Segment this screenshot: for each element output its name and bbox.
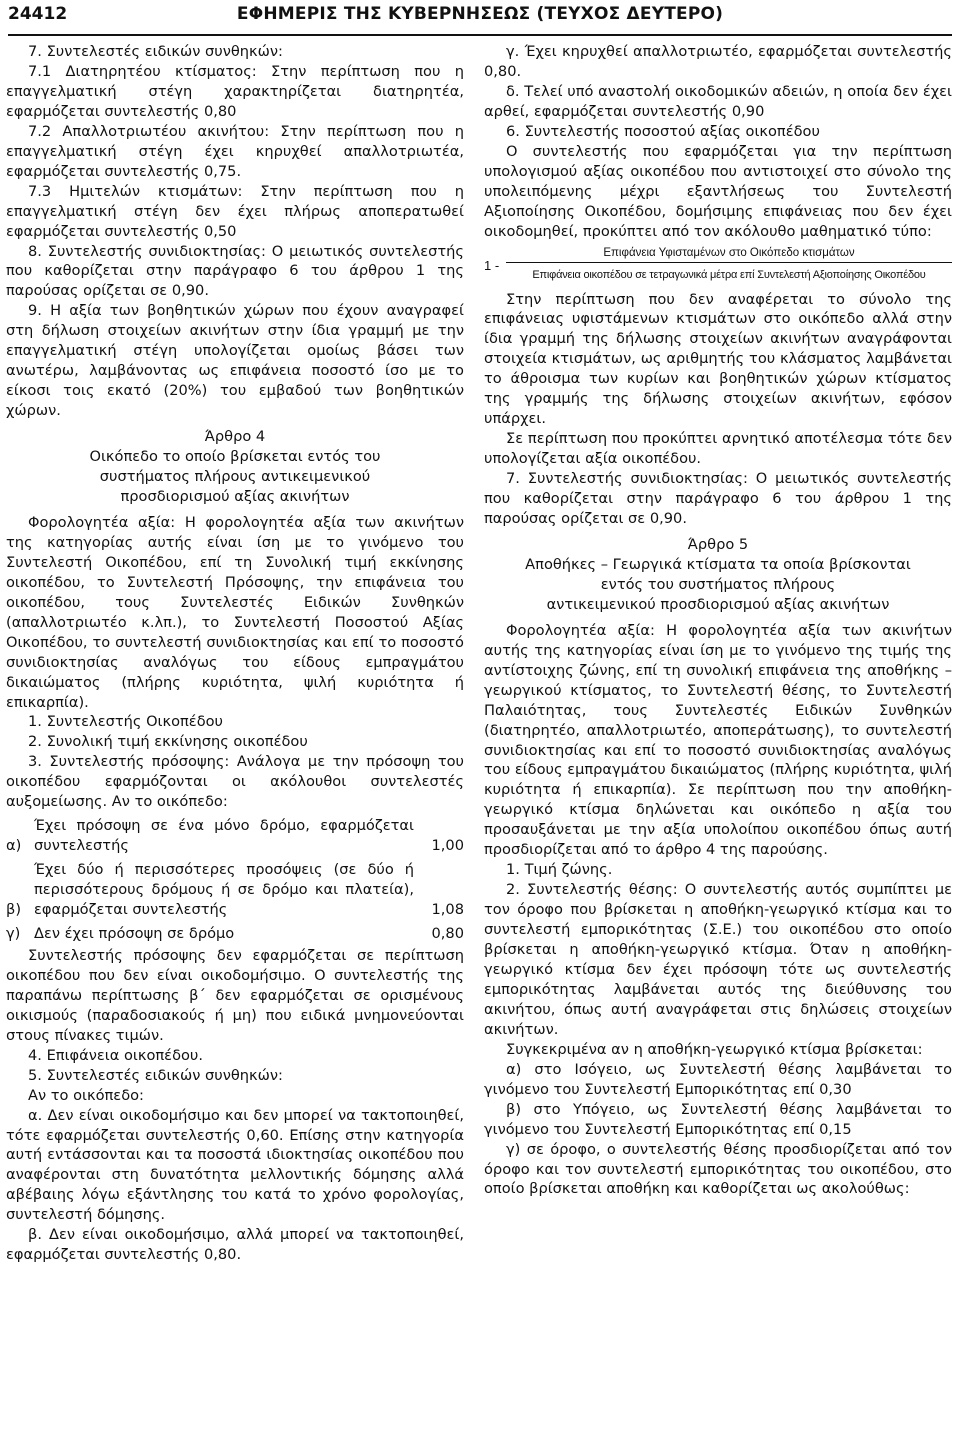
paragraph: 7.3 Ημιτελών κτισμάτων: Στην περίπτωση που η επαγγελματική στέγη δεν έχει πλήρως αποπερατωθεί εφαρμόζεται συντελεστής 0,50	[6, 182, 464, 240]
right-column	[484, 42, 952, 1199]
paragraph: β. Δεν είναι οικοδομήσιμο, αλλά μπορεί να τακτοποιηθεί, εφαρμόζεται συντελεστής 0,80.	[6, 1226, 464, 1264]
fraction-bar	[506, 262, 952, 263]
paragraph: 2. Συνολική τιμή εκκίνησης οικοπέδου	[28, 733, 308, 751]
paragraph: 7.2 Απαλλοτριωτέου ακινήτου: Στην περίπτωση που η επαγγελματική στέγη έχει κηρυχθεί απαλλοτριωτέα, εφαρμόζεται συντελεστής 0,75.	[6, 122, 464, 180]
page-number: 24412	[8, 4, 68, 24]
paragraph: 1. Τιμή ζώνης.	[506, 861, 613, 879]
coefficient-value: 0,80	[431, 924, 464, 942]
coefficient-value: 1,08	[431, 901, 464, 919]
left-column	[6, 42, 464, 1265]
formula	[484, 244, 952, 288]
paragraph: γ) σε όροφο, ο συντελεστής θέσης προσδιορίζεται από τον όροφο και τον συντελεστή εμπορικότητας του οικοπέδου, στο οποίο βρίσκεται αποθήκη και καθορίζεται ως ακολούθως:	[484, 1140, 952, 1198]
paragraph: 3. Συντελεστής πρόσοψης: Ανάλογα με την πρόσοψη του οικοπέδου εφαρμόζονται οι ακόλουθοι συντελεστές αυξομείωσης. Αν το οικόπεδο:	[6, 753, 464, 811]
article-5-title: Άρθρο 5	[687, 535, 749, 553]
paragraph: α. Δεν είναι οικοδομήσιμο και δεν μπορεί να τακτοποιηθεί, τότε εφαρμόζεται συντελεστής 0,60. Επίσης στην κατηγορία αυτή εντάσσονται και τα ποσοστά ιδιοκτησίας οικοπέδου που αναφέρονται στη δυνατότητα μελλοντικής δόμησης αλλά αβέβαιης λόγω εξάντλησης του κατά το χρόνο φορολογίας, συντελεστή δόμησης.	[6, 1106, 464, 1224]
paragraph: β) στο Υπόγειο, ως Συντελεστή θέσης λαμβάνεται το γινόμενο του Συντελεστή Εμπορικότητας επί 0,15	[484, 1100, 952, 1138]
coefficient-text: Έχει δύο ή περισσότερες προσόψεις (σε δύο ή περισσότερους δρόμους ή σε δρόμο και πλατεία), εφαρμόζεται συντελεστής	[34, 861, 414, 919]
paragraph: 9. Η αξία των βοηθητικών χώρων που έχουν αναγραφεί στη δήλωση στοιχείων ακινήτων στην ίδια γραμμή με την επαγγελματική στέγη υπολογίζεται ομοίως βάσει των ανωτέρω, λαμβάνοντας ως επιφάνεια ποσοστό ίσο με το είκοσι τοις εκατό (20%) του εμβαδού των βοηθητικών χώρων.	[6, 302, 464, 420]
coefficient-value: 1,00	[431, 837, 464, 855]
paragraph: 7.1 Διατηρητέου κτίσματος: Στην περίπτωση που η επαγγελματική στέγη χαρακτηρίζεται διατηρητέα, εφαρμόζεται συντελεστής 0,80	[6, 62, 464, 120]
coefficient-label: β)	[6, 901, 22, 919]
coefficient-label: γ)	[6, 924, 21, 942]
article-4-subject: προσδιορισμού αξίας ακινήτων	[120, 487, 350, 505]
paragraph: Συντελεστής πρόσοψης δεν εφαρμόζεται σε περίπτωση οικοπέδου που δεν είναι οικοδομήσιμο. Ο συντελεστής της παραπάνω περίπτωσης β΄ δεν εφαρμόζεται σε ορισμένους οικισμούς (παραδοσιακούς ή μη) που ειδικά μνημονεύονται στους πίνακες τιμών.	[6, 946, 464, 1044]
paragraph: 7. Συντελεστές ειδικών συνθηκών:	[28, 43, 283, 60]
formula-numerator: Επιφάνεια Υφισταμένων στο Οικόπεδο κτισμάτων	[603, 246, 855, 259]
paragraph: Αν το οικόπεδο:	[28, 1086, 144, 1104]
coefficient-row	[6, 924, 464, 944]
paragraph: 8. Συντελεστής συνιδιοκτησίας: Ο μειωτικός συντελεστής που καθορίζεται στην παράγραφο 6 του άρθρου 1 της παρούσας ορίζεται σε 0,90.	[6, 242, 464, 300]
article-4-subject: συστήματος πλήρους αντικειμενικού	[99, 468, 371, 486]
coefficient-label: α)	[6, 837, 22, 855]
paragraph: 1. Συντελεστής Οικοπέδου	[28, 713, 223, 731]
paragraph: γ. Έχει κηρυχθεί απαλλοτριωτέο, εφαρμόζεται συντελεστής 0,80.	[484, 43, 952, 80]
paragraph: Ο συντελεστής που εφαρμόζεται για την περίπτωση υπολογισμού αξίας οικοπέδου που αντιστοιχεί στο σύνολο της υπολειπόμενης μέχρι εξαντλήσεως του Συντελεστή Αξιοποίησης Οικοπέδου, δομήσιμης επιφάνειας που δεν έχει οικοδομηθεί, προκύπτει από τον ακόλουθο μαθηματικό τύπο:	[484, 142, 952, 240]
paragraph: Στην περίπτωση που δεν αναφέρεται το σύνολο της επιφάνειας υφιστάμενων κτισμάτων στο οικόπεδο αλλά στην ίδια γραμμή της δήλωσης στοιχείων ακινήτων αναγράφονται στοιχεία κτισμάτων, ως αριθμητής του κλάσματος λαμβάνεται το άθροισμα των κυρίων και βοηθητικών χώρων κτίσματος της γραμμής της δήλωσης στοιχείων ακινήτων, εφόσον υπάρχει.	[484, 290, 952, 428]
article-5-subject: αντικειμενικού προσδιορισμού αξίας ακινήτων	[546, 595, 890, 613]
paragraph: 7. Συντελεστής συνιδιοκτησίας: Ο μειωτικός συντελεστής που καθορίζεται στην παράγραφο 6 του άρθρου 1 της παρούσας ορίζεται σε 0,90.	[484, 470, 952, 528]
paragraph: α) στο Ισόγειο, ως Συντελεστή θέσης λαμβάνεται το γινόμενο του Συντελεστή Εμπορικότητας επί 0,30	[484, 1060, 952, 1098]
article-5-subject: εντός του συστήματος πλήρους	[600, 575, 836, 593]
coefficient-row	[6, 860, 464, 920]
article-4-subject: Οικόπεδο το οποίο βρίσκεται εντός του	[89, 448, 381, 466]
paragraph: δ. Τελεί υπό αναστολή οικοδομικών αδειών, η οποία δεν έχει αρθεί, εφαρμόζεται συντελεστής 0,90	[484, 82, 952, 120]
formula-one-minus: 1 -	[484, 257, 500, 273]
article-5-subject: Αποθήκες – Γεωργικά κτίσματα τα οποία βρίσκονται	[525, 555, 911, 573]
paragraph: 6. Συντελεστής ποσοστού αξίας οικοπέδου	[506, 122, 820, 140]
paragraph: Φορολογητέα αξία: Η φορολογητέα αξία των ακινήτων αυτής της κατηγορίας είναι ίση με το γινόμενο της τιμής της αντίστοιχης ζώνης, επί τη συνολική επιφάνεια της αποθήκης – γεωργικού κτίσματος, το Συντελεστή θέσης, το Συντελεστή Παλαιότητας, τους Συντελεστές Ειδικών Συνθηκών (διατηρητέο, απαλλοτριωτέο, αποπεράτωσης), το συντελεστή συνιδιοκτησίας και επί το ποσοστό συνιδιοκτησίας αναλόγως του είδους εμπραγμάτου δικαιώματος (πλήρης κυριότητα, ψιλή κυριότητα ή επικαρπία). Σε περίπτωση που την αποθήκη-γεωργικό κτίσμα δηλώνεται και οικόπεδο η αξία του προσαυξάνεται με την αξία υπολοίπου οικοπέδου όπως αυτή προσδιορίζεται από το άρθρο 4 της παρούσης.	[484, 621, 952, 859]
paragraph: Συγκεκριμένα αν η αποθήκη-γεωργικό κτίσμα βρίσκεται:	[506, 1040, 923, 1058]
gazette-title: ΕΦΗΜΕΡΙΣ ΤΗΣ ΚΥΒΕΡΝΗΣΕΩΣ (ΤΕΥΧΟΣ ΔΕΥΤΕΡΟ)	[236, 4, 724, 24]
paragraph: 5. Συντελεστές ειδικών συνθηκών:	[28, 1066, 283, 1084]
coefficient-text: Δεν έχει πρόσοψη σε δρόμο	[34, 924, 235, 942]
coefficient-row	[6, 816, 464, 856]
page-header	[8, 0, 952, 36]
paragraph: Φορολογητέα αξία: Η φορολογητέα αξία των ακινήτων της κατηγορίας αυτής είναι ίση με το γινόμενο του Συντελεστή Οικοπέδου, επί τη Συνολική τιμή εκκίνησης οικοπέδου, το Συντελεστή Πρόσοψης, την επιφάνεια του οικοπέδου, τους Συντελεστές Ειδικών Συνθηκών (απαλλοτριωτέο κ.λπ.), το Συντελεστή Ποσοστού Αξίας Οικοπέδου, το συντελεστή συνιδιοκτησίας και επί το ποσοστό συνιδιοκτησίας αναλόγως του είδους εμπραγμάτου δικαιώματος (πλήρης κυριότητα, ψιλή κυριότητα ή επικαρπία).	[6, 513, 464, 711]
paragraph: 2. Συντελεστής θέσης: Ο συντελεστής αυτός συμπίπτει με τον όροφο που βρίσκεται η αποθήκη-γεωργικό κτίσμα και το συντελεστή εμπορικότητας (Σ.Ε.) του οικοπέδου στο οποίο βρίσκεται η αποθήκη-γεωργικό κτίσμα. Όταν η αποθήκη-γεωργικό κτίσμα δεν έχει πρόσοψη τότε ως συντελεστής εμπορικότητας λαμβάνεται αυτός της διεύθυνσης του ακινήτου, όπως αυτή αναγράφεται στις δηλώσεις στοιχείων ακινήτων.	[484, 881, 952, 1038]
paragraph: 4. Επιφάνεια οικοπέδου.	[28, 1046, 204, 1064]
coefficient-text: Έχει πρόσοψη σε ένα μόνο δρόμο, εφαρμόζεται συντελεστής	[34, 817, 414, 855]
paragraph: Σε περίπτωση που προκύπτει αρνητικό αποτέλεσμα τότε δεν υπολογίζεται αξία οικοπέδου.	[484, 430, 952, 468]
formula-denominator: Επιφάνεια οικοπέδου σε τετραγωνικά μέτρα επί Συντελεστή Αξιοποίησης Οικοπέδου	[532, 268, 926, 281]
article-4-title: Άρθρο 4	[204, 428, 266, 446]
